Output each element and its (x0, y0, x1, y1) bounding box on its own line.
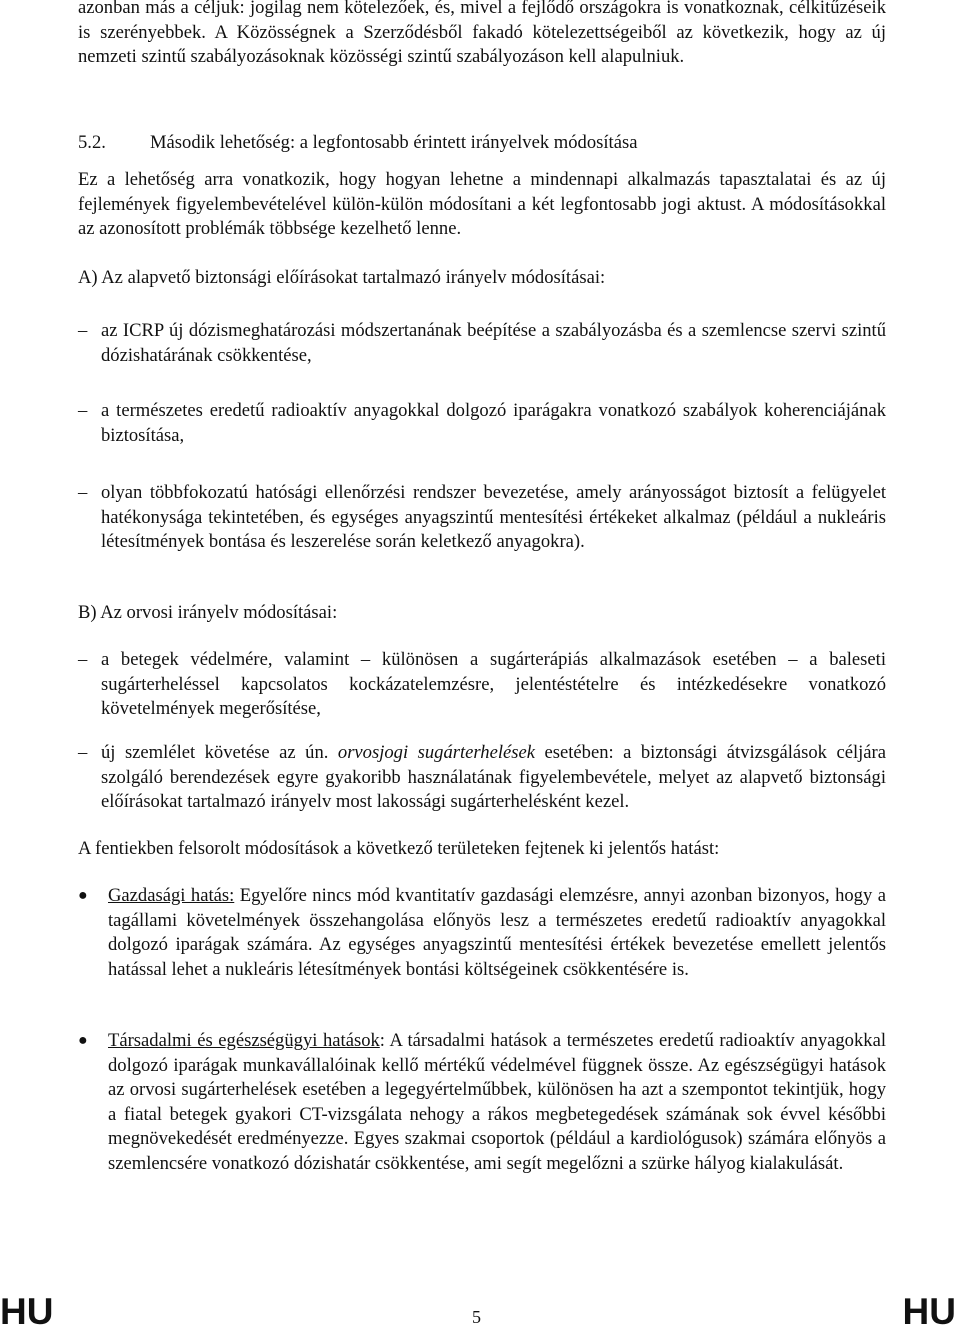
list-item-text: olyan többfokozatú hatósági ellenőrzési rendszer bevezetése, amely arányosságot biztosít a felügyelet hatékonysága tekintetében, és egységes anyagszintű mentesítési értékeket alkalmaz (például a nukleáris létesítmények bontása és leszerelése során keletkező anyagokra). (101, 482, 886, 552)
bullet-marker: ● (78, 887, 88, 904)
italic-term: orvosjogi sugárterhelések (337, 742, 536, 763)
list-item (78, 319, 886, 368)
intro-paragraph: azonban más a céljuk: jogilag nem kötelezőek, és, mivel a fejlődő országokra is vonatkoznak, célkitűzéseik is szerényebbek. A Közösségnek a Szerződésből fakadó kötelezettségeiből az következik, hogy az új nemzeti szintű szabályozásoknak közösségi szintű szabályozáson kell alapulniuk. (78, 0, 886, 67)
list-item-text: a természetes eredetű radioaktív anyagokkal dolgozó iparágakra vonatkozó szabályok koherenciájának biztosítása, (101, 400, 886, 446)
footer-language-left: HU (0, 1291, 54, 1332)
page-number: 5 (472, 1307, 481, 1327)
bullet-marker: ● (78, 1032, 88, 1049)
impact-label: Gazdasági hatás: (108, 885, 235, 906)
dash-marker: – (78, 482, 88, 503)
list-item-text: a betegek védelmére, valamint – különösen a sugárterápiás alkalmazások esetében – a baleseti sugárterheléssel kapcsolatos kockázatelemzésre, jelentéstételre és intézkedésekre vonatkozó követelmények megerősítése, (101, 649, 886, 719)
impacts-intro: A fentiekben felsorolt módosítások a következő területeken fejtenek ki jelentős hatást: (78, 838, 720, 859)
part-a-heading: A) Az alapvető biztonsági előírásokat tartalmazó irányelv módosításai: (78, 267, 606, 288)
list-item-text: új szemlélet követése az ún. orvosjogi sugárterhelések esetében: a biztonsági átvizsgálások céljára szolgáló berendezések egyre gyakoribb használatának figyelembevétele, melyet az alapvető biztonsági előírásokat tartalmazó irányelv most lakossági sugárterhelésként kezel. (101, 742, 886, 812)
list-item (78, 648, 886, 722)
list-item (78, 481, 886, 555)
section-number: 5.2. (78, 132, 106, 153)
impact-label: Társadalmi és egészségügyi hatások (108, 1030, 380, 1051)
section-heading (78, 131, 886, 155)
dash-marker: – (78, 320, 88, 341)
dash-marker: – (78, 400, 88, 421)
part-b-heading: B) Az orvosi irányelv módosításai: (78, 602, 338, 623)
section-title: Második lehetőség: a legfontosabb érintett irányelvek módosítása (150, 132, 638, 153)
section-body: Ez a lehetőség arra vonatkozik, hogy hogyan lehetne a mindennapi alkalmazás tapasztalatai és az új fejlemények figyelembevételével külön-külön módosítani a két legfontosabb jogi aktust. A módosításokkal az azonosított problémák többsége kezelhető lenne. (78, 169, 886, 239)
dash-marker: – (78, 742, 88, 763)
bullet-text: Társadalmi és egészségügyi hatások: A társadalmi hatások a természetes eredetű radioaktív anyagokkal dolgozó iparágak munkavállalóinak kellő mértékű védelmével függnek össze. Az egészségügyi hatások az orvosi sugárterhelések esetében a legegyértelműbbek, különösen ha azt a szempontot tekintjük, hogy a fiatal betegek gyakori CT-vizsgálata nehogy a rákos megbetegedések számának sok évvel későbbi megnövekedését eredményezze. Egyes szakmai csoportok (például a kardiológusok) számára előnyös a szemlencsére vonatkozó dózishatár csökkentése, ami segít megelőzni a szürke hályog kialakulását. (108, 1030, 886, 1174)
bullet-item-social-health (78, 1029, 886, 1176)
bullet-item-economic (78, 884, 886, 982)
footer-language-right: HU (902, 1291, 956, 1332)
list-item-text: az ICRP új dózismeghatározási módszertanának beépítése a szabályozásba és a szemlencse szervi szintű dózishatárának csökkentése, (101, 320, 886, 366)
bullet-text: Gazdasági hatás: Egyelőre nincs mód kvantitatív gazdasági elemzésre, annyi azonban bizonyos, hogy a tagállami követelmények összehangolása előnyös lesz a természetes eredetű radioaktív anyagokkal dolgozó iparágak számára. Az egységes anyagszintű mentesítési értékek bevezetése emellett jelentős hatással lehet a nukleáris létesítmények bontási költségeinek csökkentésére is. (108, 885, 886, 980)
dash-marker: – (78, 649, 88, 670)
list-item (78, 741, 886, 815)
list-item (78, 399, 886, 448)
